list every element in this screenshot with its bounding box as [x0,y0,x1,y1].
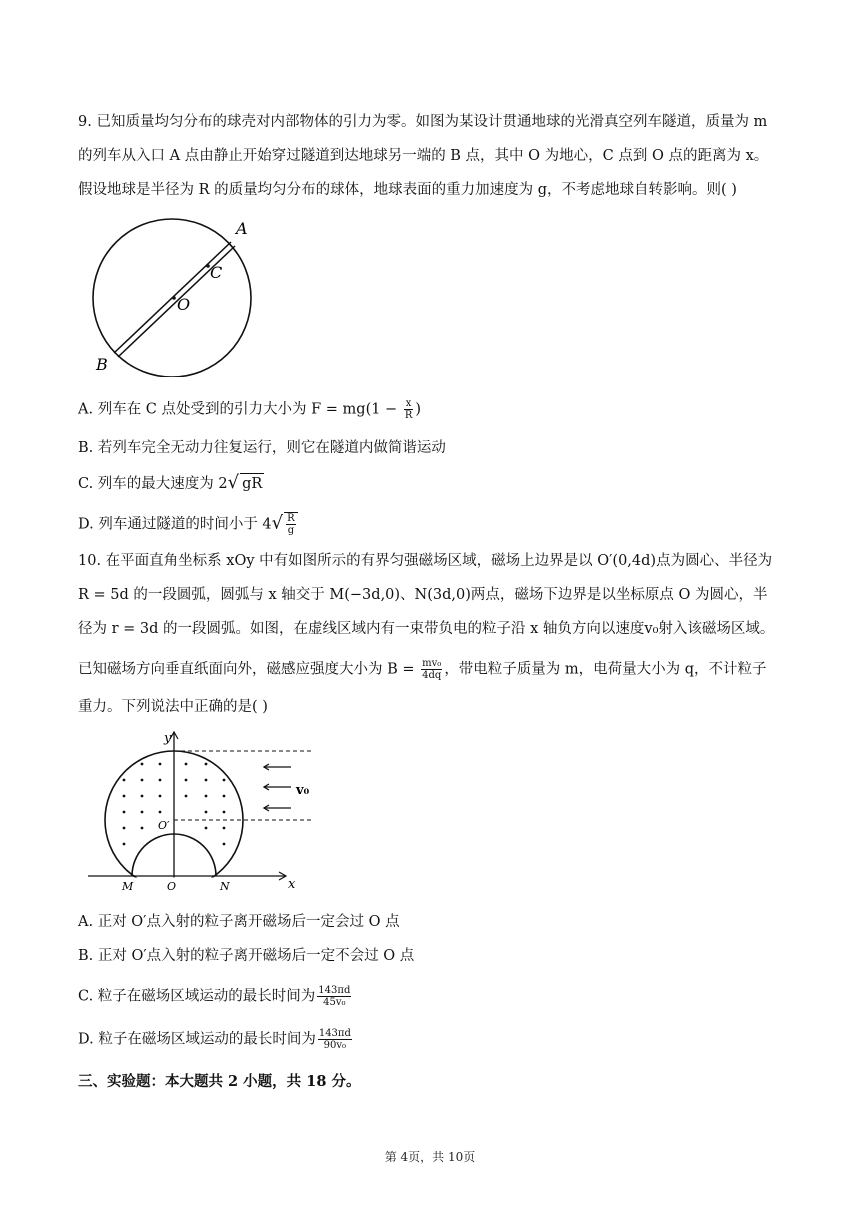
q9-option-d-text: D. 列车通过隧道的时间小于 4 [78,516,272,533]
label-a: A [236,219,248,238]
center-dot [172,296,176,300]
q10-option-d [78,1028,354,1051]
q9-option-d [78,512,298,536]
q10-option-c [78,985,353,1008]
label-n: N [220,880,230,893]
q10-stem-line4 [78,658,767,681]
q10-option-c-den: 45v₀ [323,997,346,1008]
q10-option-c-num: 143πd [318,985,351,996]
q10-b-num: mv₀ [422,658,442,669]
q9-option-a-text: A. 列车在 C 点处受到的引力大小为 F = mg(1 − [78,401,398,418]
q9-stem-line2: 的列车从入口 A 点由静止开始穿过隧道到达地球另一端的 B 点，其中 O 为地心，C 点到 O 点的距离为 x。 [78,148,769,164]
q9-option-b: B. 若列车完全无动力往复运行，则它在隧道内做简谐运动 [78,440,446,456]
sqrt-icon: √ [227,472,240,493]
q10-magnetic-field-figure [86,728,316,896]
q10-option-d-text: D. 粒子在磁场区域运动的最长时间为 [78,1031,316,1048]
label-b: B [96,355,108,374]
label-x: x [288,877,296,892]
q9-option-a-fraction [404,398,414,421]
q9-option-a-den: R [404,410,413,421]
section-3-heading: 三、实验题：本大题共 2 小题，共 18 分。 [78,1073,361,1090]
q10-stem-line3: 径为 r = 3d 的一段圆弧。如图，在虚线区域内有一束带负电的粒子沿 x 轴负方向以速度v₀射入该磁场区域。 [78,621,775,637]
label-v0: v₀ [296,783,310,798]
q10-option-d-num: 143πd [318,1028,351,1039]
label-o-prime: O′ [158,819,170,832]
sqrt-icon: √ [271,512,284,534]
q9-stem-line3: 假设地球是半径为 R 的质量均匀分布的球体，地球表面的重力加速度为 g，不考虑地球自转影响。则( ) [78,182,737,198]
q10-option-d-fraction [318,1028,352,1051]
q9-option-a [78,398,421,421]
q9-stem-line1: 9. 已知质量均匀分布的球壳对内部物体的引力为零。如图为某设计贯通地球的光滑真空列车隧道，质量为 m [78,114,768,130]
q10-stem-line5: 重力。下列说法中正确的是( ) [78,699,268,715]
q9-option-a-close: ) [415,401,422,418]
q9-option-c-text: C. 列车的最大速度为 2 [78,476,228,492]
label-o: O [167,880,177,893]
label-o: O [177,295,191,314]
q9-option-c [78,473,264,494]
q9-option-a-num: x [405,398,412,409]
q9-option-d-radicand [284,512,298,536]
q10-stem-line1: 10. 在平面直角坐标系 xOy 中有如图所示的有界匀强磁场区域，磁场上边界是以 O′(0,4d)点为圆心、半径为 [78,553,773,569]
q10-option-a: A. 正对 O′点入射的粒子离开磁场后一定会过 O 点 [78,914,400,930]
q10-b-den: 4dq [422,670,442,681]
q10-option-c-text: C. 粒子在磁场区域运动的最长时间为 [78,988,316,1005]
label-m: M [122,880,134,893]
q10-option-b: B. 正对 O′点入射的粒子离开磁场后一定不会过 O 点 [78,948,415,964]
q10-option-c-fraction [317,985,351,1008]
label-c: C [210,263,223,282]
page-footer: 第 4页，共 10页 [384,1150,476,1164]
q10-b-fraction [421,658,442,681]
q9-option-c-radicand: gR [240,473,264,494]
velocity-arrows-icon [264,764,291,811]
q10-option-d-den: 90v₀ [323,1040,347,1051]
q9-option-d-den: g [287,525,295,536]
q10-stem-line2: R = 5d 的一段圆弧，圆弧与 x 轴交于 M(−3d,0)、N(3d,0)两点，磁场下边界是以坐标原点 O 为圆心，半 [78,587,768,603]
label-y: y [164,731,172,746]
q10-stem-line4a: 已知磁场方向垂直纸面向外，磁感应强度大小为 B = [78,661,415,678]
q9-earth-tunnel-figure [86,212,266,377]
q9-option-d-num: R [287,513,295,524]
q10-stem-line4b: ，带电粒子质量为 m，电荷量大小为 q，不计粒子 [444,661,767,678]
